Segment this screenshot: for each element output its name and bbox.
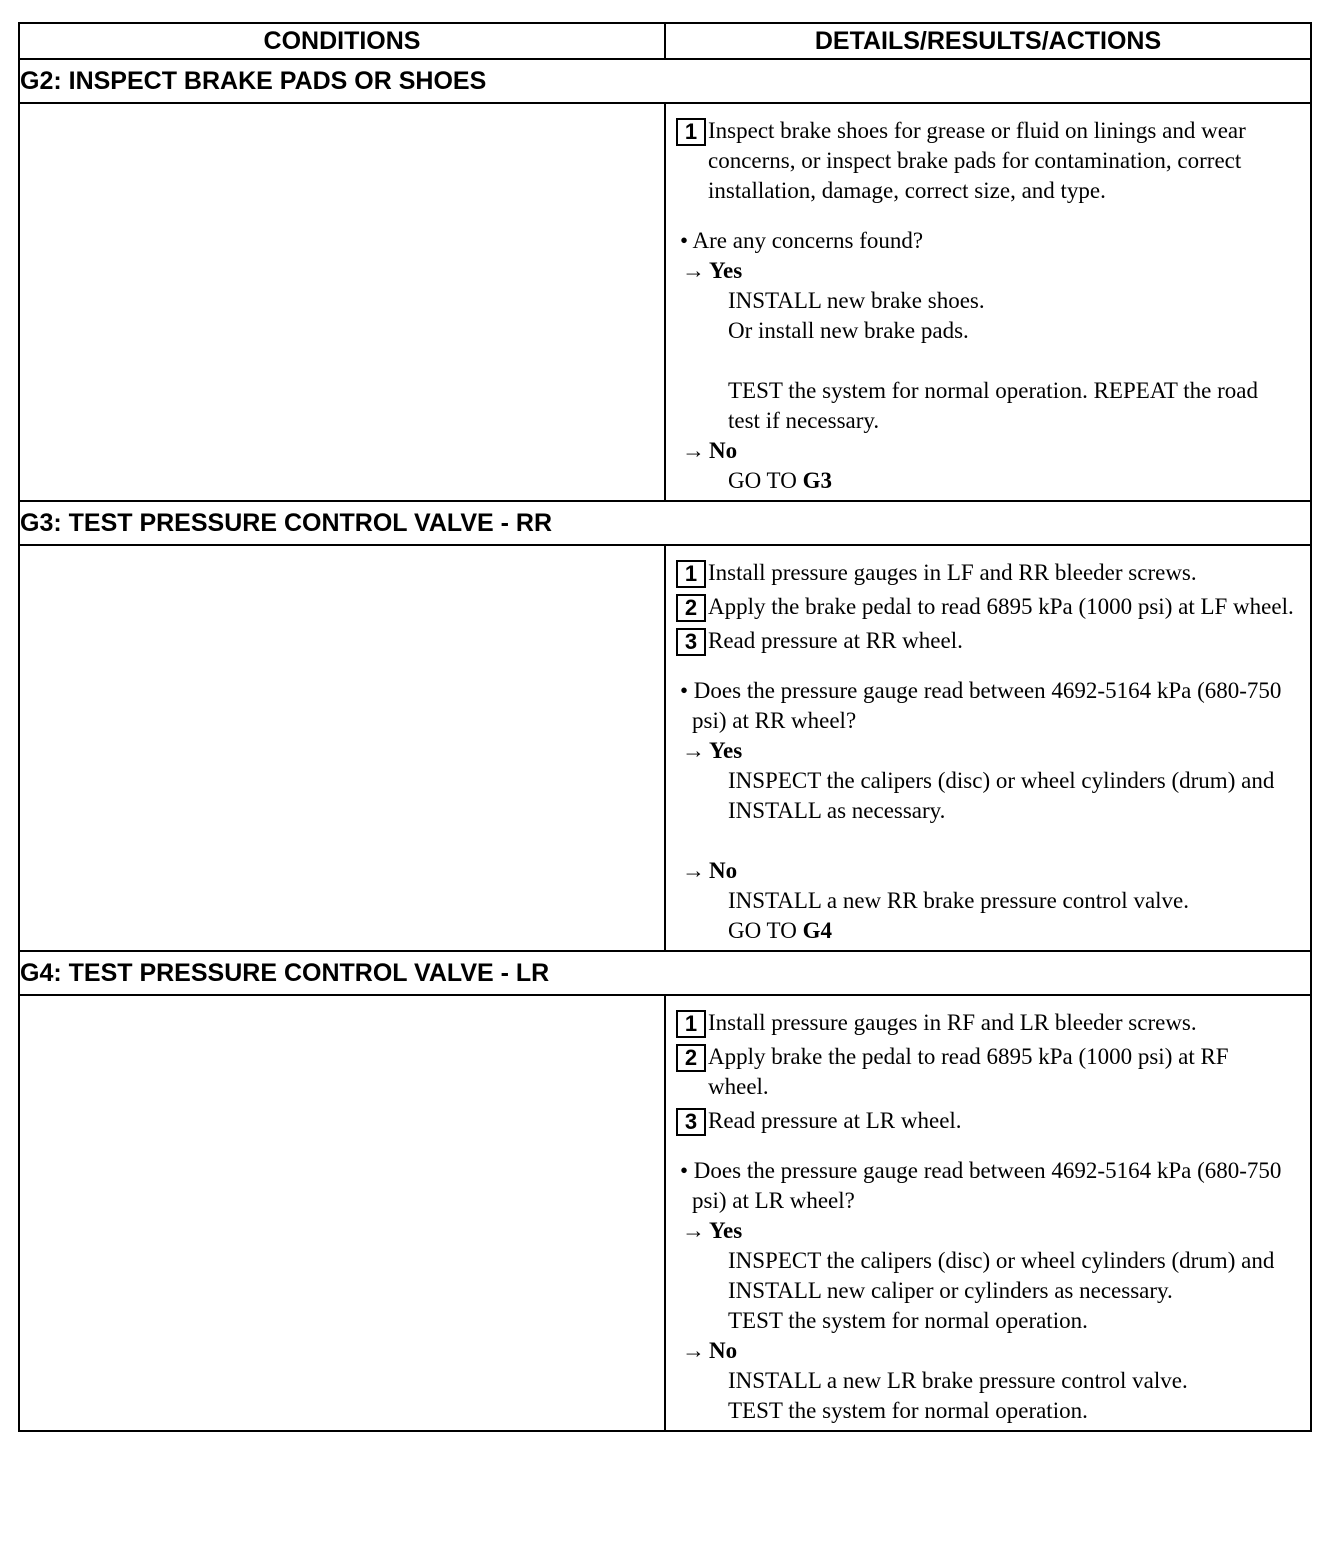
- step-item: [676, 558, 1294, 588]
- action-line: Or install new brake pads.: [728, 318, 969, 343]
- diagnostic-table: [18, 22, 1312, 1432]
- section-title-g3: G3: TEST PRESSURE CONTROL VALVE - RR: [19, 501, 1311, 545]
- goto-prefix: GO TO: [728, 918, 803, 943]
- section-title-g2: G2: INSPECT BRAKE PADS OR SHOES: [19, 59, 1311, 103]
- section-title-row: [19, 59, 1311, 103]
- section-title-row: [19, 951, 1311, 995]
- arrow-icon: →: [682, 1338, 705, 1363]
- details-header: DETAILS/RESULTS/ACTIONS: [665, 23, 1311, 59]
- details-cell-g4: [665, 995, 1311, 1431]
- step-number-badge: 2: [676, 594, 706, 622]
- action-line: TEST the system for normal operation.: [728, 1308, 1088, 1333]
- section-body-row: [19, 545, 1311, 951]
- question-text: • Are any concerns found?: [680, 228, 924, 253]
- step-text: Install pressure gauges in LF and RR bleeder screws.: [708, 560, 1197, 585]
- yes-answer: [682, 1216, 1294, 1246]
- action-line: TEST the system for normal operation.: [728, 1398, 1088, 1423]
- details-cell-g2: [665, 103, 1311, 501]
- step-number-badge: 3: [676, 1108, 706, 1136]
- action-line: INSPECT the calipers (disc) or wheel cylinders (drum) and INSTALL as necessary.: [728, 768, 1275, 823]
- no-answer: [682, 1336, 1294, 1366]
- section-title-g4: G4: TEST PRESSURE CONTROL VALVE - LR: [19, 951, 1311, 995]
- step-number-badge: 1: [676, 118, 706, 146]
- conditions-cell-g2: [19, 103, 665, 501]
- step-text: Apply the brake pedal to read 6895 kPa (1000 psi) at LF wheel.: [708, 594, 1294, 619]
- conditions-header: CONDITIONS: [19, 23, 665, 59]
- no-label: No: [709, 1338, 738, 1363]
- goto-line: [676, 466, 1294, 496]
- yes-answer: [682, 736, 1294, 766]
- no-label: No: [709, 438, 738, 463]
- action-line: TEST the system for normal operation. REPEAT the road test if necessary.: [728, 378, 1258, 433]
- step-number-badge: 2: [676, 1044, 706, 1072]
- yes-answer: [682, 256, 1294, 286]
- step-text: Read pressure at RR wheel.: [708, 628, 963, 653]
- no-label: No: [709, 858, 738, 883]
- no-answer: [682, 436, 1294, 466]
- header-row: [19, 23, 1311, 59]
- arrow-icon: →: [682, 738, 705, 763]
- step-item: [676, 1008, 1294, 1038]
- step-item: [676, 116, 1294, 206]
- goto-prefix: GO TO: [728, 468, 803, 493]
- yes-label: Yes: [709, 738, 743, 763]
- step-item: [676, 1042, 1294, 1102]
- arrow-icon: →: [682, 258, 705, 283]
- section-title-row: [19, 501, 1311, 545]
- goto-target: G4: [802, 918, 832, 943]
- step-item: [676, 592, 1294, 622]
- action-line: INSPECT the calipers (disc) or wheel cylinders (drum) and INSTALL new caliper or cylinders as necessary.: [728, 1248, 1275, 1303]
- no-answer: [682, 856, 1294, 886]
- goto-line: [676, 916, 1294, 946]
- arrow-icon: →: [682, 858, 705, 883]
- action-line: INSTALL new brake shoes.: [728, 288, 985, 313]
- step-number-badge: 1: [676, 560, 706, 588]
- yes-label: Yes: [709, 258, 743, 283]
- step-number-badge: 3: [676, 628, 706, 656]
- question-text: • Does the pressure gauge read between 4692-5164 kPa (680-750 psi) at LR wheel?: [680, 1158, 1282, 1213]
- step-item: [676, 1106, 1294, 1136]
- action-line: INSTALL a new RR brake pressure control valve.: [728, 888, 1189, 913]
- conditions-cell-g3: [19, 545, 665, 951]
- question-text: • Does the pressure gauge read between 4692-5164 kPa (680-750 psi) at RR wheel?: [680, 678, 1282, 733]
- goto-target: G3: [802, 468, 832, 493]
- section-body-row: [19, 995, 1311, 1431]
- conditions-cell-g4: [19, 995, 665, 1431]
- yes-label: Yes: [709, 1218, 743, 1243]
- arrow-icon: →: [682, 1218, 705, 1243]
- step-number-badge: 1: [676, 1010, 706, 1038]
- step-item: [676, 626, 1294, 656]
- step-text: Inspect brake shoes for grease or fluid on linings and wear concerns, or inspect brake pads for contamination, correct installation, damage, correct size, and type.: [708, 118, 1246, 203]
- arrow-icon: →: [682, 438, 705, 463]
- step-text: Read pressure at LR wheel.: [708, 1108, 962, 1133]
- step-text: Install pressure gauges in RF and LR bleeder screws.: [708, 1010, 1197, 1035]
- section-body-row: [19, 103, 1311, 501]
- action-line: INSTALL a new LR brake pressure control valve.: [728, 1368, 1188, 1393]
- details-cell-g3: [665, 545, 1311, 951]
- step-text: Apply brake the pedal to read 6895 kPa (1000 psi) at RF wheel.: [708, 1044, 1229, 1099]
- diagnostic-table-page: [18, 22, 1306, 1432]
